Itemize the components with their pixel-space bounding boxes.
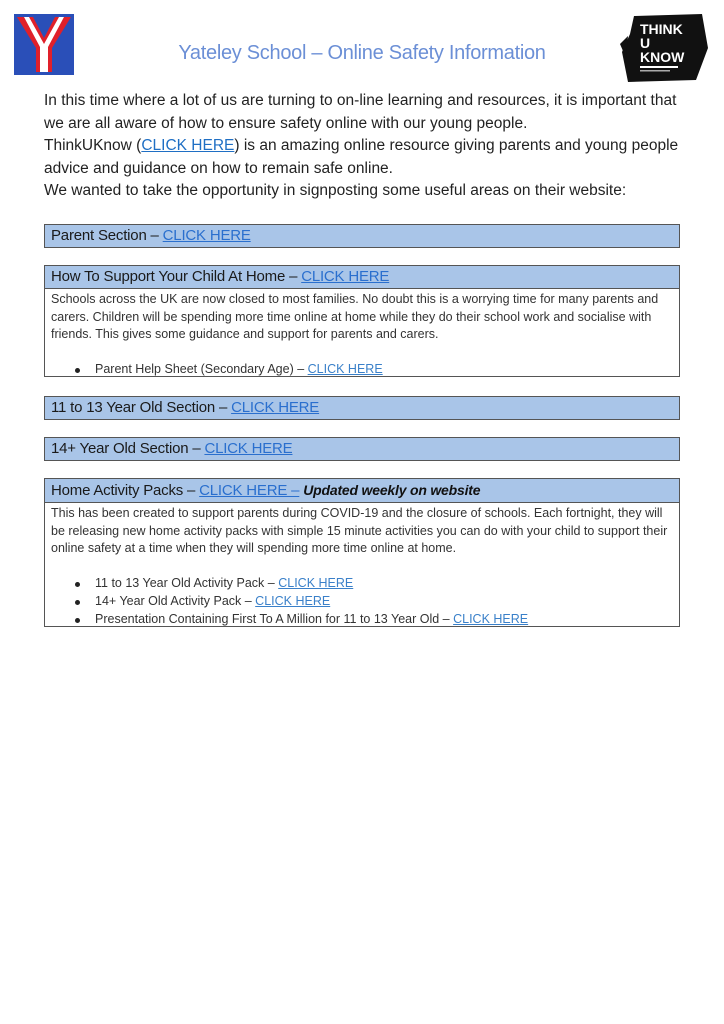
support-section-box <box>44 265 680 377</box>
intro-line-2-post: ) is an amazing online resource giving parents and young people advice and guidance on how to remain safe online. <box>44 137 679 177</box>
support-section-title: How To Support Your Child At Home – <box>51 268 302 285</box>
parent-section-box <box>44 224 680 248</box>
support-list <box>51 361 673 379</box>
support-section-link[interactable]: CLICK HERE <box>301 268 390 285</box>
svg-text:U: U <box>640 35 651 51</box>
page-title: Yateley School – Online Safety Information <box>178 42 546 64</box>
updated-note: Updated weekly on website <box>303 482 481 498</box>
parent-section-title: Parent Section – <box>51 227 163 244</box>
list-item <box>95 575 673 593</box>
presentation-link[interactable]: CLICK HERE <box>453 611 529 626</box>
list-item <box>95 593 673 611</box>
svg-text:KNOW: KNOW <box>640 49 685 65</box>
activity-pack-11-13-link[interactable]: CLICK HERE <box>278 576 354 591</box>
parent-section-header <box>45 225 679 247</box>
list-item-text: Parent Help Sheet (Secondary Age) – <box>95 362 308 377</box>
list-item-text: 11 to 13 Year Old Activity Pack – <box>95 576 279 591</box>
age-14-section-link[interactable]: CLICK HERE <box>204 440 293 457</box>
parent-help-sheet-link[interactable]: CLICK HERE <box>307 362 383 377</box>
intro-line-2 <box>44 135 684 180</box>
support-section-body <box>45 288 679 379</box>
age-14-section-header <box>45 438 679 460</box>
age-14-section-title: 14+ Year Old Section – <box>51 440 205 457</box>
support-section-header <box>45 266 679 288</box>
list-item-text: Presentation Containing First To A Million for 11 to 13 Year Old – <box>95 611 454 626</box>
activity-packs-section-header <box>45 479 679 502</box>
age-11-13-section-title: 11 to 13 Year Old Section – <box>51 399 232 416</box>
age-11-13-section-box <box>44 396 680 420</box>
intro-line-1: In this time where a lot of us are turning to on-line learning and resources, it is important that we are all aware of how to ensure safety online with our young people. <box>44 92 677 132</box>
activity-packs-section-link[interactable]: CLICK HERE – <box>199 482 300 499</box>
age-11-13-section-header <box>45 397 679 419</box>
age-14-section-box <box>44 437 680 461</box>
activity-packs-section-body <box>45 502 679 628</box>
intro-text <box>44 90 684 203</box>
activity-packs-list <box>51 575 673 628</box>
parent-section-link[interactable]: CLICK HERE <box>162 227 251 244</box>
intro-line-3: We wanted to take the opportunity in signposting some useful areas on their website: <box>44 182 627 199</box>
activity-packs-section-box <box>44 478 680 627</box>
list-item <box>95 361 673 379</box>
support-description: Schools across the UK are now closed to most families. No doubt this is a worrying time for many parents and carers. Children will be spending more time online at home while they do their school work and socialise with friends. This gives some guidance and support for parents and carers. <box>51 292 659 342</box>
thinkuknow-link[interactable]: CLICK HERE <box>141 137 235 154</box>
svg-text:THINK: THINK <box>640 21 683 37</box>
age-11-13-section-link[interactable]: CLICK HERE <box>231 399 320 416</box>
activity-pack-14-link[interactable]: CLICK HERE <box>255 593 331 608</box>
activity-packs-section-title: Home Activity Packs – <box>51 482 200 499</box>
intro-line-2-pre: ThinkUKnow ( <box>44 137 142 154</box>
list-item <box>95 611 673 629</box>
activity-packs-description: This has been created to support parents during COVID-19 and the closure of schools. Each fortnight, they will be releasing new home activity packs with simple 15 minute activities you can do with your child to support their online safety at a time when they will spending more time online at home. <box>51 506 668 556</box>
list-item-text: 14+ Year Old Activity Pack – <box>95 593 256 608</box>
